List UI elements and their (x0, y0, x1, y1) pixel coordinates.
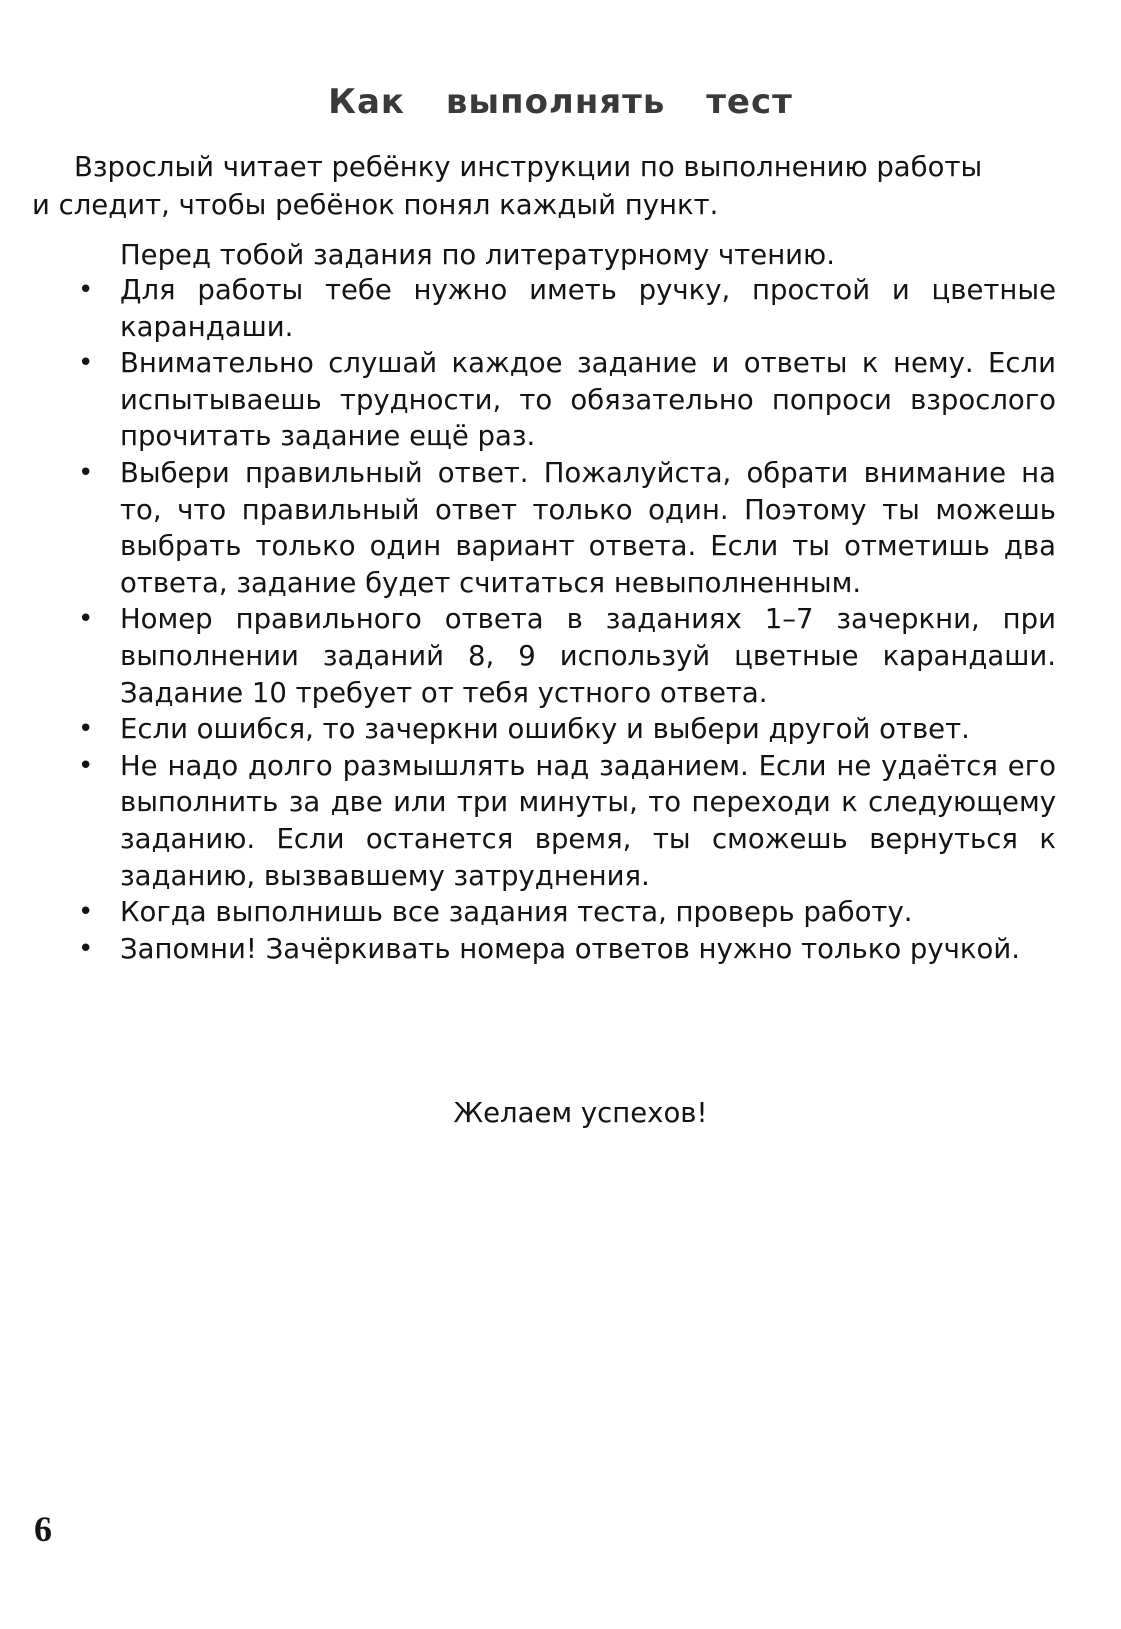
intro-line-1: Взрослый читает ребёнку инструкции по выполнению работы (74, 151, 983, 183)
intro-paragraph (32, 148, 1096, 224)
list-item (76, 748, 1056, 894)
list-item-text: Номер правильного ответа в заданиях 1–7 зачеркни, при выполнении заданий 8, 9 используй цветные карандаши. Задание 10 требует от тебя устного ответа. (120, 603, 1056, 709)
list-item (76, 455, 1056, 601)
list-item-text: Не надо долго размышлять над заданием. Если не удаётся его выполнить за две или три минуты, то переходи к следующему заданию. Если останется время, ты сможешь вернуться к заданию, вызвавшему затруднения. (120, 749, 1056, 892)
page-title: Как выполнять тест (328, 82, 793, 122)
bullet-icon: • (78, 714, 94, 745)
bullet-icon: • (78, 348, 94, 379)
list-item (76, 711, 1056, 748)
closing-wish: Желаем успехов! (453, 1097, 708, 1129)
bullet-icon: • (78, 750, 94, 781)
bullet-icon: • (78, 933, 94, 964)
list-item (76, 272, 1056, 345)
list-item-text: Запомни! Зачёркивать номера ответов нужно только ручкой. (120, 932, 1020, 965)
lead-sentence: Перед тобой задания по литературному чтению. (120, 239, 835, 271)
list-item (76, 601, 1056, 711)
instruction-list (76, 272, 1056, 967)
bullet-icon: • (78, 604, 94, 635)
intro-line-2: и следит, чтобы ребёнок понял каждый пункт. (32, 189, 719, 221)
list-item-text: Когда выполнишь все задания теста, проверь работу. (120, 896, 913, 929)
list-item-text: Для работы тебе нужно иметь ручку, простой и цветные карандаши. (120, 274, 1056, 343)
list-item (76, 345, 1056, 455)
list-item-text: Внимательно слушай каждое задание и ответы к нему. Если испытываешь трудности, то обязательно попроси взрослого прочитать задание ещё раз. (120, 347, 1056, 453)
bullet-icon: • (78, 275, 94, 305)
bullet-icon: • (78, 457, 94, 488)
page-number: 6 (34, 1509, 52, 1549)
list-item (76, 931, 1056, 968)
list-item-text: Выбери правильный ответ. Пожалуйста, обрати внимание на то, что правильный ответ только один. Поэтому ты можешь выбрать только один вариант ответа. Если ты отметишь два ответа, задание будет считаться невыполненным. (120, 456, 1056, 599)
list-item-text: Если ошибся, то зачеркни ошибку и выбери другой ответ. (120, 713, 970, 746)
bullet-icon: • (78, 897, 94, 928)
list-item (76, 894, 1056, 931)
